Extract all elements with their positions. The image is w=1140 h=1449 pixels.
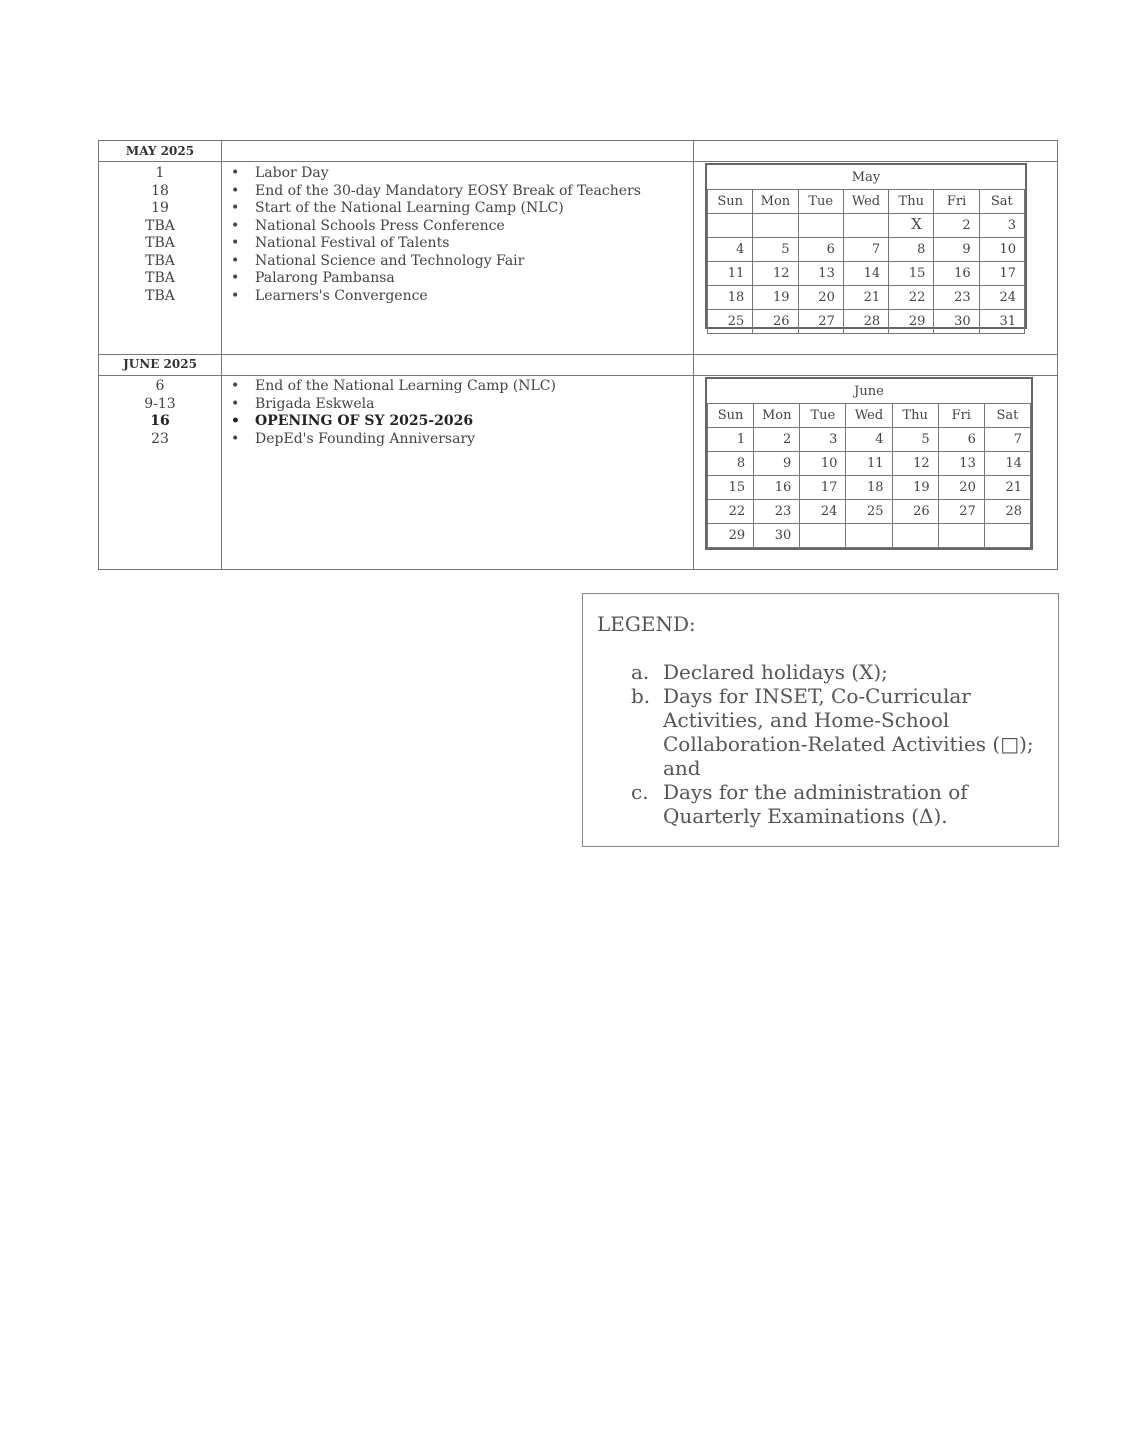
legend-text: Declared holidays (X); [663,660,888,684]
day-cell [846,524,892,548]
weekday-header: Sun [708,190,753,214]
event-date: TBA [145,287,175,304]
event-item: • National Science and Technology Fair [229,253,641,271]
weekday-header: Sat [979,190,1024,214]
day-cell: 29 [889,310,934,334]
day-cell: 8 [708,452,754,476]
june-events [229,378,556,448]
day-cell: 20 [798,286,843,310]
event-item: • Palarong Pambansa [229,270,641,288]
day-cell: 3 [800,428,846,452]
calendar-month-name: June [854,384,884,399]
event-item: • End of the National Learning Camp (NLC) [229,378,556,396]
legend-text: Days for the administration of Quarterly Examinations (Δ). [663,780,968,828]
row-divider [99,354,1057,355]
day-cell: 19 [892,476,938,500]
legend-box [582,593,1059,847]
day-cell: 20 [938,476,984,500]
school-calendar-table [98,140,1058,570]
legend-item [631,780,1043,828]
day-cell: 16 [754,476,800,500]
event-date: 16 [150,413,170,429]
weekday-header: Tue [798,190,843,214]
day-cell: 15 [889,262,934,286]
day-cell: 21 [843,286,888,310]
event-date: 1 [155,165,165,181]
day-cell: 26 [753,310,798,334]
legend-item [631,684,1043,780]
day-cell: 21 [984,476,1030,500]
column-divider [221,141,222,569]
weekday-header: Mon [754,404,800,428]
june-calendar-grid [707,379,1031,548]
day-cell [892,524,938,548]
day-cell: 1 [708,428,754,452]
event-date: TBA [145,235,175,251]
day-cell: 2 [754,428,800,452]
day-cell-holiday [889,214,934,238]
event-date: 9-13 [144,395,176,412]
weekday-header: Thu [889,190,934,214]
may-dates [99,165,221,305]
day-cell: 29 [708,524,754,548]
event-item: • Learners's Convergence [229,288,641,306]
event-item: • National Festival of Talents [229,235,641,253]
month-title-june: JUNE 2025 [123,357,197,371]
weekday-header: Tue [800,404,846,428]
june-calendar [705,377,1033,550]
day-cell: 12 [753,262,798,286]
day-cell: 9 [934,238,979,262]
day-cell [984,524,1030,548]
day-cell: 7 [843,238,888,262]
legend-letter: a. [631,660,650,684]
day-cell: 10 [979,238,1024,262]
day-cell: 22 [889,286,934,310]
day-cell: 25 [846,500,892,524]
day-cell: 12 [892,452,938,476]
event-date: TBA [145,270,175,286]
day-cell [800,524,846,548]
day-cell [708,214,753,238]
event-date: 23 [151,430,169,447]
month-title-may: MAY 2025 [125,144,195,158]
day-cell: 11 [846,452,892,476]
legend-text: Days for INSET, Co-Curricular Activities, and Home-School Collaboration-Related Activities (□); and [663,684,1034,780]
day-cell: 24 [800,500,846,524]
day-cell: 30 [754,524,800,548]
event-date: 6 [155,378,165,394]
day-cell: 14 [984,452,1030,476]
day-cell: 5 [892,428,938,452]
event-date: 19 [151,200,169,216]
legend-letter: c. [631,780,649,804]
day-cell [938,524,984,548]
row-divider [99,375,1057,376]
may-calendar [705,163,1027,329]
may-calendar-grid [707,165,1025,334]
day-cell: 8 [889,238,934,262]
event-item: • Start of the National Learning Camp (NLC) [229,200,641,218]
may-events [229,165,641,305]
event-date: 18 [151,182,169,199]
day-cell: 4 [846,428,892,452]
day-cell: 22 [708,500,754,524]
day-cell: 18 [708,286,753,310]
row-divider [99,161,1057,162]
day-cell: 14 [843,262,888,286]
day-cell: 27 [798,310,843,334]
day-cell: 28 [843,310,888,334]
event-item: • OPENING OF SY 2025-2026 [229,413,556,431]
weekday-header: Fri [934,190,979,214]
day-cell [753,214,798,238]
day-cell: 30 [934,310,979,334]
legend-title: LEGEND: [597,612,696,636]
event-item: • National Schools Press Conference [229,218,641,236]
day-cell: 17 [800,476,846,500]
event-item: • DepEd's Founding Anniversary [229,431,556,449]
weekday-header: Mon [753,190,798,214]
day-cell: 15 [708,476,754,500]
event-item: • Brigada Eskwela [229,396,556,414]
day-cell: 19 [753,286,798,310]
day-cell: 13 [798,262,843,286]
day-cell: 27 [938,500,984,524]
day-cell: 3 [979,214,1024,238]
day-cell: 13 [938,452,984,476]
june-dates [99,378,221,448]
event-date: TBA [145,252,175,269]
day-cell: 24 [979,286,1024,310]
day-cell: 26 [892,500,938,524]
weekday-header: Wed [843,190,888,214]
day-cell: 6 [938,428,984,452]
event-date: TBA [145,217,175,234]
day-cell: 5 [753,238,798,262]
weekday-header: Sun [708,404,754,428]
weekday-header: Wed [846,404,892,428]
day-cell: 31 [979,310,1024,334]
legend-item [631,660,1043,684]
weekday-header: Fri [938,404,984,428]
event-item: • End of the 30-day Mandatory EOSY Break of Teachers [229,183,641,201]
day-cell [843,214,888,238]
weekday-header: Sat [984,404,1030,428]
day-cell: 10 [800,452,846,476]
legend-list [631,660,1043,828]
day-cell [798,214,843,238]
day-cell: 28 [984,500,1030,524]
event-item: • Labor Day [229,165,641,183]
day-cell: 17 [979,262,1024,286]
day-cell: 25 [708,310,753,334]
day-cell: 6 [798,238,843,262]
day-cell: 4 [708,238,753,262]
day-cell: 16 [934,262,979,286]
day-cell: 11 [708,262,753,286]
day-cell: 23 [934,286,979,310]
day-cell: 18 [846,476,892,500]
day-cell: 9 [754,452,800,476]
day-cell: 23 [754,500,800,524]
legend-letter: b. [631,684,651,708]
day-cell: 7 [984,428,1030,452]
calendar-month-name: May [851,170,881,185]
column-divider [693,141,694,569]
weekday-header: Thu [892,404,938,428]
day-cell: 2 [934,214,979,238]
holiday-mark: X [911,215,922,233]
